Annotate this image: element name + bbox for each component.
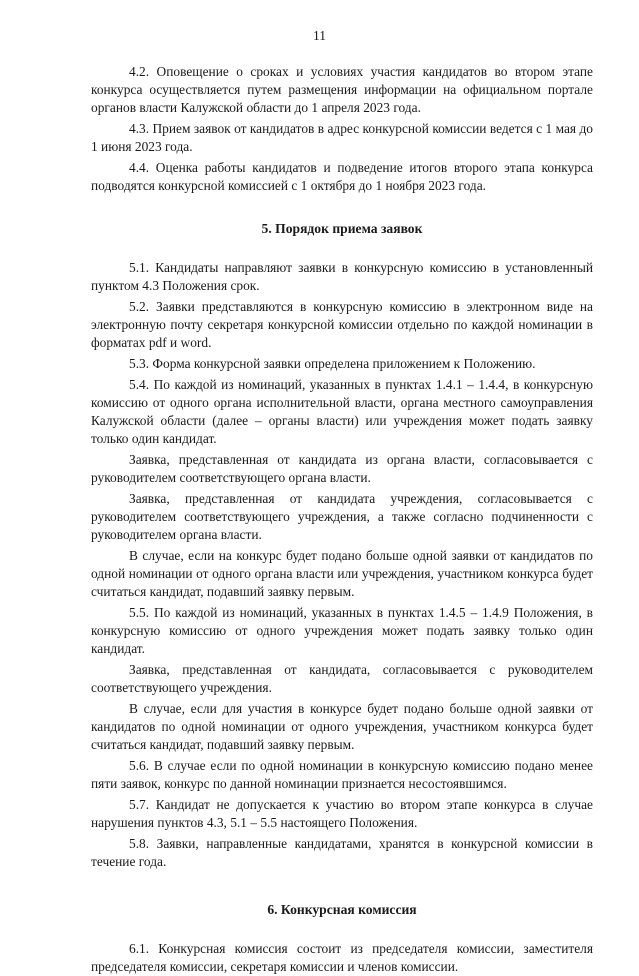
paragraph-4-3: 4.3. Прием заявок от кандидатов в адрес конкурсной комиссии ведется с 1 мая до 1 июня 2023 года. [91, 121, 593, 154]
paragraph-5-4-multiple-applications: В случае, если на конкурс будет подано больше одной заявки от кандидатов по одной номинации от одного органа власти или учреждения, участником конкурса будет считаться кандидат, подавший заявку первым. [91, 548, 593, 599]
paragraph-6-1: 6.1. Конкурсная комиссия состоит из председателя комиссии, заместителя председателя комиссии, секретаря комиссии и членов комиссии. [91, 941, 593, 974]
paragraph-5-2: 5.2. Заявки представляются в конкурсную комиссию в электронном виде на электронную почту секретаря конкурсной комиссии отдельно по каждой номинации в форматах pdf и word. [91, 299, 593, 350]
paragraph-5-4-approval-authority: Заявка, представленная от кандидата из органа власти, согласовывается с руководителем соответствующего органа власти. [91, 452, 593, 485]
document-body [91, 63, 593, 976]
paragraph-5-5-multiple-applications: В случае, если для участия в конкурсе будет подано больше одной заявки от кандидатов по одной номинации от одного учреждения, участником конкурса будет считаться кандидат, подавший заявку первым. [91, 701, 593, 752]
paragraph-5-5-approval: Заявка, представленная от кандидата, согласовывается с руководителем соответствующего учреждения. [91, 662, 593, 695]
paragraph-5-5: 5.5. По каждой из номинаций, указанных в пунктах 1.4.5 – 1.4.9 Положения, в конкурсную комиссию от одного учреждения может подать заявку только один кандидат. [91, 605, 593, 656]
section-5-heading: 5. Порядок приема заявок [261, 221, 423, 236]
paragraph-5-7: 5.7. Кандидат не допускается к участию во втором этапе конкурса в случае нарушения пунктов 4.3, 5.1 – 5.5 настоящего Положения. [91, 797, 593, 830]
paragraph-5-6: 5.6. В случае если по одной номинации в конкурсную комиссию подано менее пяти заявок, конкурс по данной номинации признается несостоявшимся. [91, 758, 593, 791]
paragraph-5-4-approval-institution: Заявка, представленная от кандидата учреждения, согласовывается с руководителем соответствующего учреждения, а также согласно подчиненности с руководителем органа власти. [91, 491, 593, 542]
paragraph-5-8: 5.8. Заявки, направленные кандидатами, хранятся в конкурсной комиссии в течение года. [91, 836, 593, 869]
paragraph-4-4: 4.4. Оценка работы кандидатов и подведение итогов второго этапа конкурса подводятся конкурсной комиссией с 1 октября до 1 ноября 2023 года. [91, 160, 593, 193]
paragraph-4-2: 4.2. Оповещение о сроках и условиях участия кандидатов во втором этапе конкурса осуществляется путем размещения информации на официальном портале органов власти Калужской области до 1 апреля 2023 года. [91, 64, 593, 115]
paragraph-5-1: 5.1. Кандидаты направляют заявки в конкурсную комиссию в установленный пунктом 4.3 Положения срок. [91, 260, 593, 293]
page-number: 11 [313, 28, 326, 43]
section-6-heading: 6. Конкурсная комиссия [267, 902, 417, 917]
paragraph-5-3: 5.3. Форма конкурсной заявки определена приложением к Положению. [129, 356, 536, 371]
paragraph-5-4: 5.4. По каждой из номинаций, указанных в пунктах 1.4.1 – 1.4.4, в конкурсную комиссию от одного органа исполнительной власти, органа местного самоуправления Калужской области (далее – органы власти) или учреждения может подать заявку только один кандидат. [91, 377, 593, 446]
